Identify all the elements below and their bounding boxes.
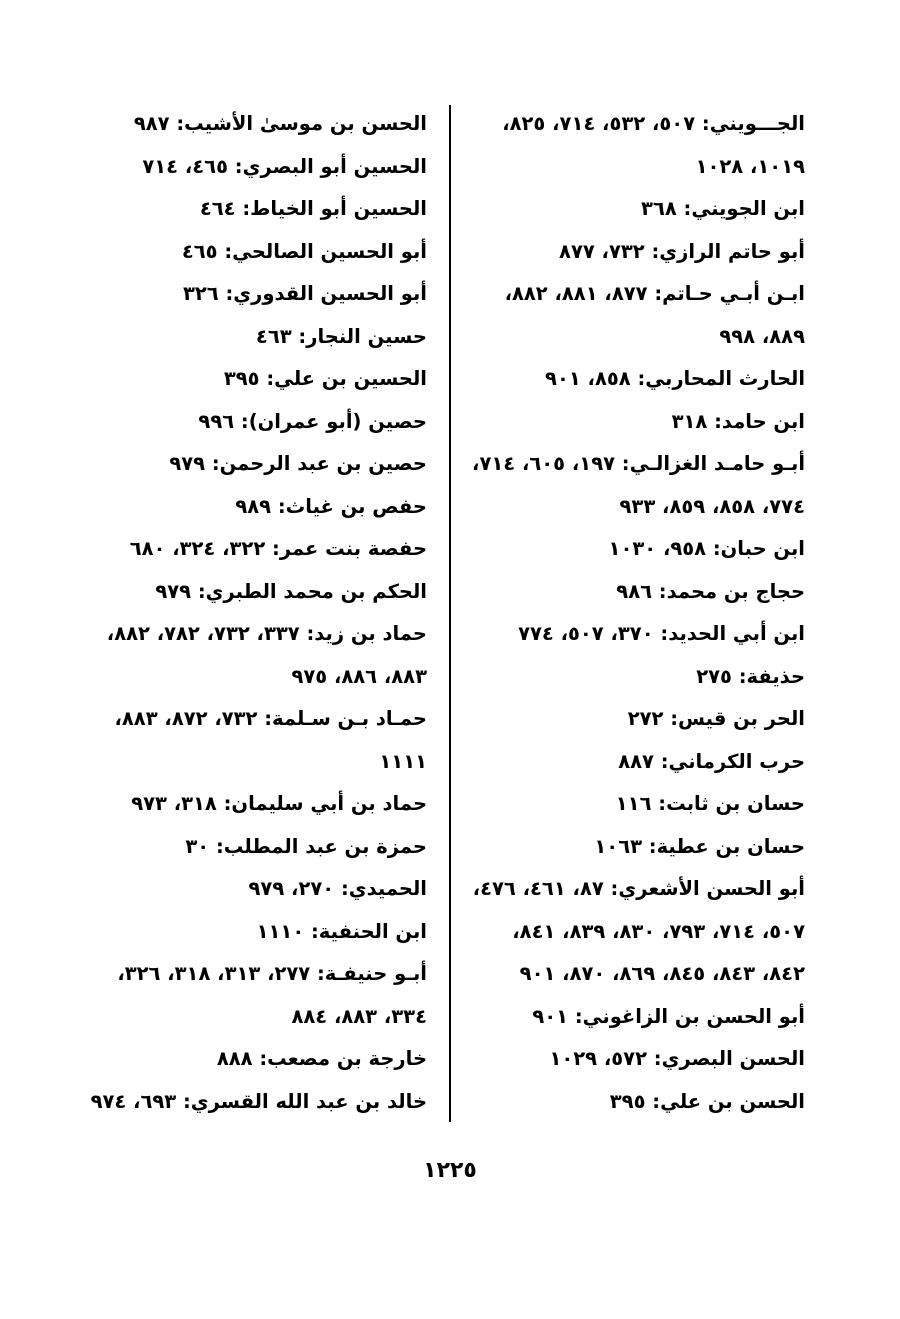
index-entry-line: ابـن أبـي حـاتم: ٨٧٧، ٨٨١، ٨٨٢، [504,282,805,305]
index-entry-line: حسان بن عطية: ١٠٦٣ [594,834,805,858]
index-entry-line: ٨٨٩، ٩٩٨ [719,324,805,348]
index-entry-line: ابن أبي الحديد: ٣٧٠، ٥٠٧، ٧٧٤ [518,622,805,645]
index-entry-line: خالد بن عبد الله القسري: ٦٩٣، ٩٧٤ [90,1089,427,1113]
index-entry-line: أبو الحسن الأشعري: ٨٧، ٤٦١، ٤٧٦، [472,877,805,900]
index-entry-line: حماد بن زيد: ٣٣٧، ٧٣٢، ٧٨٢، ٨٨٢، [106,622,427,645]
index-entry-line: حماد بن أبي سليمان: ٣١٨، ٩٧٣ [131,792,427,815]
index-entry-line: الحسن بن موسىٰ الأشيب: ٩٨٧ [133,112,427,135]
index-entry-line: حسان بن ثابت: ١١٦ [615,792,805,815]
index-entry-line: الحسن بن علي: ٣٩٥ [609,1089,805,1113]
index-column-left [87,103,427,1123]
index-entry-line: الحسين بن علي: ٣٩٥ [223,367,427,390]
index-entry-line: ١١١١ [379,749,427,773]
index-entry-line: حمـاد بـن سـلمة: ٧٣٢، ٨٧٢، ٨٨٣، [114,707,427,730]
index-entry-line: حرب الكرماني: ٨٨٧ [618,749,805,773]
index-entry-line: حفصة بنت عمر: ٣٢٢، ٣٢٤، ٦٨٠ [129,537,427,560]
index-entry-line: الجـــويني: ٥٠٧، ٥٣٢، ٧١٤، ٨٢٥، [502,112,805,135]
index-entry-line: أبو الحسن بن الزاغوني: ٩٠١ [532,1004,805,1028]
index-entry-line: أبـو حامـد الغزالـي: ١٩٧، ٦٠٥، ٧١٤، [472,452,805,475]
index-entry-line: حسين النجار: ٤٦٣ [255,324,427,348]
index-entry-line: ٣٣٤، ٨٨٣، ٨٨٤ [291,1004,427,1028]
index-entry-line: حفص بن غياث: ٩٨٩ [235,494,427,518]
index-entry-line: ٨٤٢، ٨٤٣، ٨٤٥، ٨٦٩، ٨٧٠، ٩٠١ [519,962,805,985]
index-entry-line: أبو الحسين الصالحي: ٤٦٥ [181,239,427,263]
index-entry-line: ٥٠٧، ٧١٤، ٧٩٣، ٨٣٠، ٨٣٩، ٨٤١، [512,919,805,943]
index-column-right [465,103,805,1123]
index-entry-line: ٧٧٤، ٨٥٨، ٨٥٩، ٩٣٣ [619,494,805,518]
index-entry-line: ابن الجويني: ٣٦٨ [641,197,805,220]
page-number: ١٢٢٥ [423,1158,477,1183]
index-entry-line: الحميدي: ٢٧٠، ٩٧٩ [248,877,427,900]
index-entry-line: أبو الحسين القدوري: ٣٢٦ [182,282,427,305]
index-entry-line: حذيفة: ٢٧٥ [696,664,805,688]
index-entry-line: الحكم بن محمد الطبري: ٩٧٩ [155,579,427,603]
index-entry-line: الحارث المحاربي: ٨٥٨، ٩٠١ [545,367,805,390]
index-entry-line: حصين بن عبد الرحمن: ٩٧٩ [169,452,427,475]
index-entry-line: خارجة بن مصعب: ٨٨٨ [216,1047,427,1070]
index-entry-line: حصين (أبو عمران): ٩٩٦ [198,409,427,433]
index-entry-line: ٨٨٣، ٨٨٦، ٩٧٥ [291,664,427,688]
index-entry-line: الحر بن قيس: ٢٧٢ [627,707,805,730]
index-entry-line: ابن الحنفية: ١١١٠ [256,919,427,943]
index-entry-line: أبـو حنيفـة: ٢٧٧، ٣١٣، ٣١٨، ٣٢٦، [117,962,427,985]
index-entry-line: حمزة بن عبد المطلب: ٣٠ [185,834,427,858]
index-entry-line: الحسن البصري: ٥٧٢، ١٠٢٩ [549,1047,805,1070]
index-entry-line: الحسين أبو البصري: ٤٦٥، ٧١٤ [142,154,427,178]
column-divider [449,105,451,1122]
index-entry-line: حجاج بن محمد: ٩٨٦ [616,579,805,603]
index-entry-line: الحسين أبو الخياط: ٤٦٤ [199,197,427,220]
index-entry-line: ١٠١٩، ١٠٢٨ [695,154,805,178]
index-entry-line: ابن حامد: ٣١٨ [671,409,805,433]
index-entry-line: أبو حاتم الرازي: ٧٣٢، ٨٧٧ [559,239,805,263]
index-entry-line: ابن حبان: ٩٥٨، ١٠٣٠ [608,537,805,560]
